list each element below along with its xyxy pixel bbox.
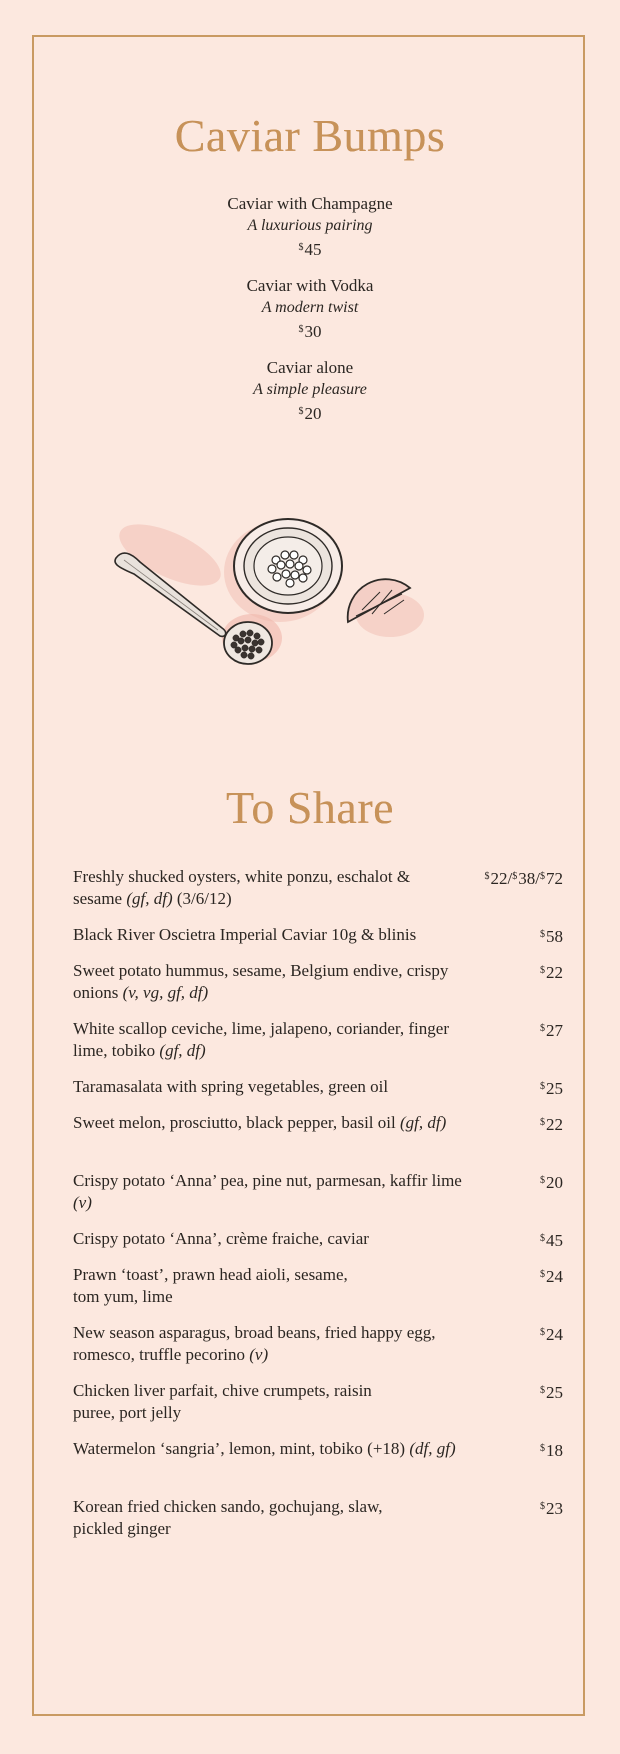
menu-item-description: Korean fried chicken sando, gochujang, slaw, pickled ginger: [73, 1497, 383, 1538]
caviar-bumps-list: [0, 193, 620, 439]
menu-item-description: Sweet melon, prosciutto, black pepper, basil oil: [73, 1113, 396, 1132]
caviar-section-title: Caviar Bumps: [0, 113, 620, 159]
currency-symbol: $: [298, 324, 304, 335]
currency-symbol: $: [540, 1501, 545, 1512]
menu-item-text: [73, 1112, 463, 1134]
menu-item-price: [540, 1380, 563, 1404]
dietary-tags: (gf, df): [126, 889, 173, 908]
menu-item-price: [540, 1264, 563, 1288]
menu-item-text: [73, 866, 463, 910]
menu-item-text: [73, 1264, 373, 1308]
menu-item-text: [73, 1380, 373, 1424]
currency-symbol: $: [540, 1233, 545, 1244]
currency-symbol: $: [298, 242, 304, 253]
menu-item: [73, 960, 563, 1018]
currency-symbol: $: [540, 1327, 545, 1338]
price-value: 22: [546, 1115, 563, 1134]
currency-symbol: $: [540, 1443, 545, 1454]
price-value: 38: [518, 869, 536, 888]
price-value: 20: [304, 404, 322, 423]
currency-symbol: $: [540, 1023, 545, 1034]
menu-item-text: [73, 1170, 463, 1214]
currency-symbol: $: [540, 1175, 545, 1186]
menu-item: [73, 1112, 563, 1170]
menu-item-description: Crispy potato ‘Anna’, crème fraiche, caviar: [73, 1229, 369, 1248]
currency-symbol: $: [540, 965, 545, 976]
caviar-item-description: A simple pleasure: [253, 381, 367, 398]
currency-symbol: $: [484, 871, 490, 882]
dietary-tags: (v): [73, 1193, 92, 1212]
menu-item: [73, 1496, 563, 1554]
caviar-item-price: [0, 237, 620, 261]
price-value: 25: [546, 1383, 563, 1402]
caviar-item-name: Caviar with Champagne: [227, 194, 393, 213]
currency-symbol: $: [540, 1269, 545, 1280]
currency-symbol: $: [540, 1081, 545, 1092]
menu-item-price: [540, 1438, 563, 1462]
price-value: 45: [546, 1231, 563, 1250]
menu-item: [73, 1380, 563, 1438]
caviar-item-name: Caviar alone: [266, 358, 354, 377]
menu-item-price: [540, 1322, 563, 1346]
menu-item-description: Sweet potato hummus, sesame, Belgium endive, crispy onions: [73, 961, 449, 1002]
price-value: 27: [546, 1021, 563, 1040]
price-value: 25: [546, 1079, 563, 1098]
menu-item: [73, 1264, 563, 1322]
menu-item-text: [73, 924, 463, 946]
menu-item: [73, 1228, 563, 1264]
price-value: 24: [546, 1325, 563, 1344]
menu-item-description: Watermelon ‘sangria’, lemon, mint, tobiko (+18): [73, 1439, 406, 1458]
currency-symbol: $: [540, 929, 545, 940]
price-value: 22: [490, 869, 508, 888]
menu-item-text: [73, 960, 463, 1004]
caviar-item-description: A modern twist: [261, 299, 359, 316]
price-value: 18: [546, 1441, 563, 1460]
menu-item-text: [73, 1228, 463, 1250]
menu-item-text: [73, 1322, 463, 1366]
currency-symbol: $: [512, 871, 518, 882]
caviar-spoon-tin-orange-illustration: [110, 510, 440, 700]
menu-item-description: White scallop ceviche, lime, jalapeno, coriander, finger lime, tobiko: [73, 1019, 449, 1060]
dietary-tags: (gf, df): [159, 1041, 206, 1060]
menu-item: [73, 924, 563, 960]
menu-item-price: [540, 1112, 563, 1136]
currency-symbol: $: [540, 871, 545, 882]
price-value: 22: [546, 963, 563, 982]
dietary-tags: (df, gf): [409, 1439, 456, 1458]
price-value: 72: [546, 869, 563, 888]
dietary-tags: (v): [249, 1345, 269, 1364]
menu-item-description: Taramasalata with spring vegetables, green oil: [73, 1077, 389, 1096]
currency-symbol: $: [298, 406, 304, 417]
price-value: 58: [546, 927, 563, 946]
dietary-tags: (gf, df): [399, 1113, 447, 1132]
currency-symbol: $: [540, 1117, 545, 1128]
menu-item-price: [540, 1076, 563, 1100]
caviar-item-price: [0, 319, 620, 343]
dietary-tags: (v, vg, gf, df): [122, 983, 209, 1002]
menu-item-price: [540, 1496, 563, 1520]
menu-item-price: [540, 960, 563, 984]
menu-item: [73, 866, 563, 924]
menu-item-description: Chicken liver parfait, chive crumpets, raisin puree, port jelly: [73, 1381, 372, 1422]
price-value: 23: [546, 1499, 563, 1518]
menu-item: [73, 1170, 563, 1228]
menu-item-description: Black River Oscietra Imperial Caviar 10g & blinis: [73, 925, 417, 944]
caviar-item: [0, 193, 620, 275]
menu-item-price: [540, 1228, 563, 1252]
price-value: 20: [546, 1173, 563, 1192]
share-section-title: To Share: [0, 785, 620, 831]
menu-item-price: [540, 924, 563, 948]
price-value: 24: [546, 1267, 563, 1286]
menu-item-description: Prawn ‘toast’, prawn head aioli, sesame, tom yum, lime: [73, 1265, 348, 1306]
share-menu-list: [73, 866, 563, 1554]
caviar-item-description: A luxurious pairing: [247, 217, 373, 234]
menu-item-description: Freshly shucked oysters, white ponzu, eschalot & sesame: [73, 867, 411, 908]
menu-item-price: [540, 1018, 563, 1042]
menu-item-text: [73, 1076, 463, 1098]
caviar-item-price: [0, 401, 620, 425]
menu-item-description: New season asparagus, broad beans, fried happy egg, romesco, truffle pecorino: [73, 1323, 436, 1364]
menu-item-text: [73, 1496, 433, 1540]
menu-item: [73, 1076, 563, 1112]
caviar-item-name: Caviar with Vodka: [246, 276, 374, 295]
menu-item: [73, 1322, 563, 1380]
menu-item-sizes: (3/6/12): [176, 889, 232, 908]
menu-item-text: [73, 1438, 463, 1460]
menu-item: [73, 1018, 563, 1076]
menu-item-text: [73, 1018, 463, 1062]
price-value: 30: [304, 322, 322, 341]
menu-item: [73, 1438, 563, 1496]
currency-symbol: $: [540, 1385, 545, 1396]
menu-item-price: $22/$38/$72: [484, 869, 563, 888]
caviar-item: [0, 357, 620, 439]
caviar-item: [0, 275, 620, 357]
menu-item-price: [540, 1170, 563, 1194]
menu-item-description: Crispy potato ‘Anna’ pea, pine nut, parmesan, kaffir lime: [73, 1171, 462, 1190]
price-value: 45: [304, 240, 322, 259]
